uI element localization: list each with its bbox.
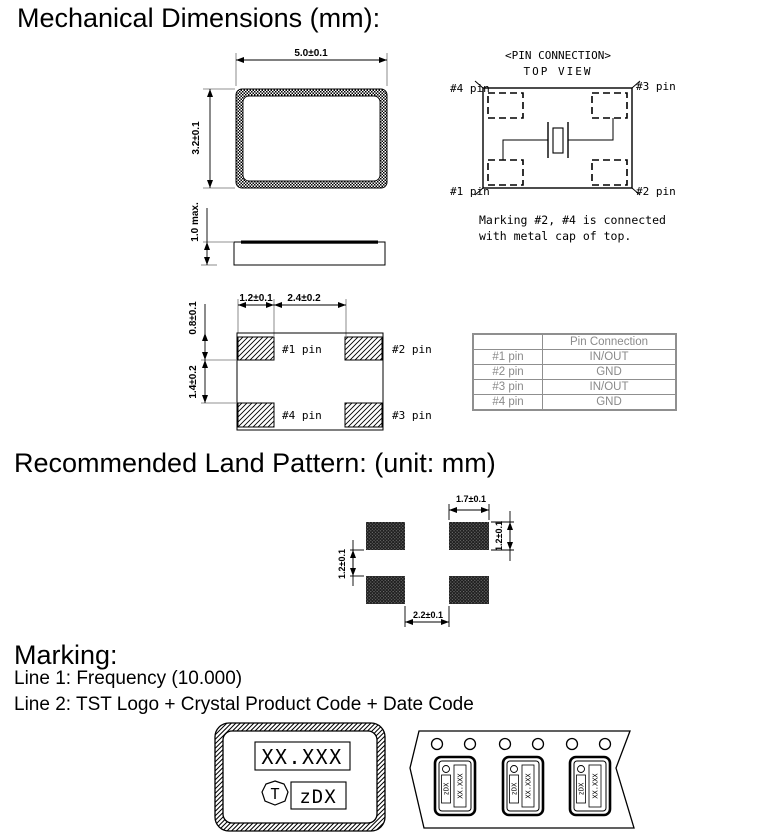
frequency-marking-text: XX.XXX [261, 745, 343, 769]
dim-land-bottom [405, 606, 449, 627]
land-pattern-drawing [330, 490, 530, 640]
dim-land-left [337, 540, 364, 586]
dim-pad-height [188, 301, 236, 360]
pad-1 [238, 337, 274, 360]
table-cell-conn: IN/OUT [543, 380, 677, 395]
chip-frequency-vertical: XX.XXX [591, 773, 600, 799]
table-cell-pin: #3 pin [473, 380, 543, 395]
tape-chip [570, 757, 610, 815]
bottom-pin-label-3: #3 pin [392, 409, 432, 422]
bottom-pin-label-4: #4 pin [282, 409, 322, 422]
package-side-cap [241, 241, 378, 244]
pin-label-2: #2 pin [636, 185, 676, 198]
dim-height [191, 89, 235, 188]
dim-label-thickness: 1.0 max. [190, 202, 201, 242]
dim-label-land-top: 1.7±0.1 [456, 494, 486, 504]
pin-connection-note [479, 212, 666, 244]
marking-chip-drawing [205, 718, 400, 839]
pad-3 [345, 403, 382, 427]
table-row [473, 365, 676, 380]
dim-label-land-bottom: 2.2±0.1 [413, 610, 443, 620]
table-header-row [473, 334, 676, 350]
marking-line1: Line 1: Frequency (10.000) [14, 668, 243, 689]
dim-label-pad-gap: 2.4±0.2 [287, 293, 321, 304]
package-lid-inner [243, 96, 380, 181]
table-header-cell [473, 334, 543, 350]
land-pad-bottom-right [449, 576, 489, 604]
table-row [473, 350, 676, 365]
tape-chip [503, 757, 543, 815]
chip-frequency-vertical: XX.XXX [456, 773, 465, 799]
pin-connection-title: <PIN CONNECTION> [505, 49, 611, 62]
package-side-view [190, 202, 385, 265]
bottom-view-drawing [180, 290, 440, 440]
chip-code-vertical: zDX [577, 782, 586, 796]
pad-bottom-left-dashed [488, 160, 523, 185]
package-top-view [236, 89, 387, 188]
section-title-mechanical: Mechanical Dimensions (mm): [17, 3, 381, 33]
table-row [473, 380, 676, 395]
product-code-text: zDX [299, 786, 337, 808]
pin-connection-body [475, 81, 640, 195]
table-row [473, 395, 676, 411]
chip-code-vertical: zDX [510, 782, 519, 796]
table-cell-pin: #1 pin [473, 350, 543, 365]
note-line2: with metal cap of top. [479, 229, 632, 243]
pin-label-3: #3 pin [636, 80, 676, 93]
crystal-symbol [503, 118, 613, 160]
dim-label-pad-width: 1.2±0.1 [239, 293, 273, 304]
section-title-marking: Marking: [14, 640, 118, 670]
section-title-land-pattern: Recommended Land Pattern: (unit: mm) [14, 448, 496, 478]
dim-land-right [491, 511, 514, 561]
pad-2 [345, 337, 382, 360]
pin-connection-table [472, 333, 677, 411]
chip-frequency-vertical: XX.XXX [524, 773, 533, 799]
bottom-pin-label-1: #1 pin [282, 343, 322, 356]
tape-chip [435, 757, 475, 815]
pad-top-left-dashed [488, 93, 523, 118]
pin-connection-subtitle: TOP VIEW [523, 65, 593, 78]
chip-code-vertical: zDX [442, 782, 451, 796]
tst-logo-letter: T [270, 785, 280, 803]
pad-4 [238, 403, 274, 427]
table-cell-pin: #2 pin [473, 365, 543, 380]
dim-label-pad-height: 0.8±0.1 [188, 301, 199, 335]
pad-top-right-dashed [592, 93, 627, 118]
dim-label-width: 5.0±0.1 [294, 48, 328, 59]
marking-line2: Line 2: TST Logo + Crystal Product Code + Date Code [14, 694, 474, 715]
table-header-cell: Pin Connection [543, 334, 677, 350]
dim-width [236, 48, 387, 86]
land-pad-top-left [366, 522, 405, 550]
dim-label-height: 3.2±0.1 [191, 121, 202, 155]
carrier-tape-drawing [405, 718, 725, 839]
land-pad-top-right [449, 522, 489, 550]
bottom-pin-label-2: #2 pin [392, 343, 432, 356]
dim-land-top [449, 494, 489, 520]
table-cell-conn: IN/OUT [543, 350, 677, 365]
table-cell-conn: GND [543, 365, 677, 380]
dim-pad-vgap [188, 360, 236, 403]
dim-label-land-left: 1.2±0.1 [337, 549, 347, 579]
top-view-drawing [185, 40, 420, 285]
pin-label-1: #1 pin [450, 185, 490, 198]
table-cell-conn: GND [543, 395, 677, 411]
dim-pad-width [238, 293, 346, 336]
land-pad-bottom-left [366, 576, 405, 604]
note-line1: Marking #2, #4 is connected [479, 213, 666, 227]
table-cell-pin: #4 pin [473, 395, 543, 411]
pin-label-4: #4 pin [450, 82, 490, 95]
package-side-body [234, 242, 385, 265]
dim-label-land-right: 1.2±0.1 [494, 521, 504, 551]
dim-label-pad-vgap: 1.4±0.2 [188, 365, 199, 399]
pad-bottom-right-dashed [592, 160, 627, 185]
